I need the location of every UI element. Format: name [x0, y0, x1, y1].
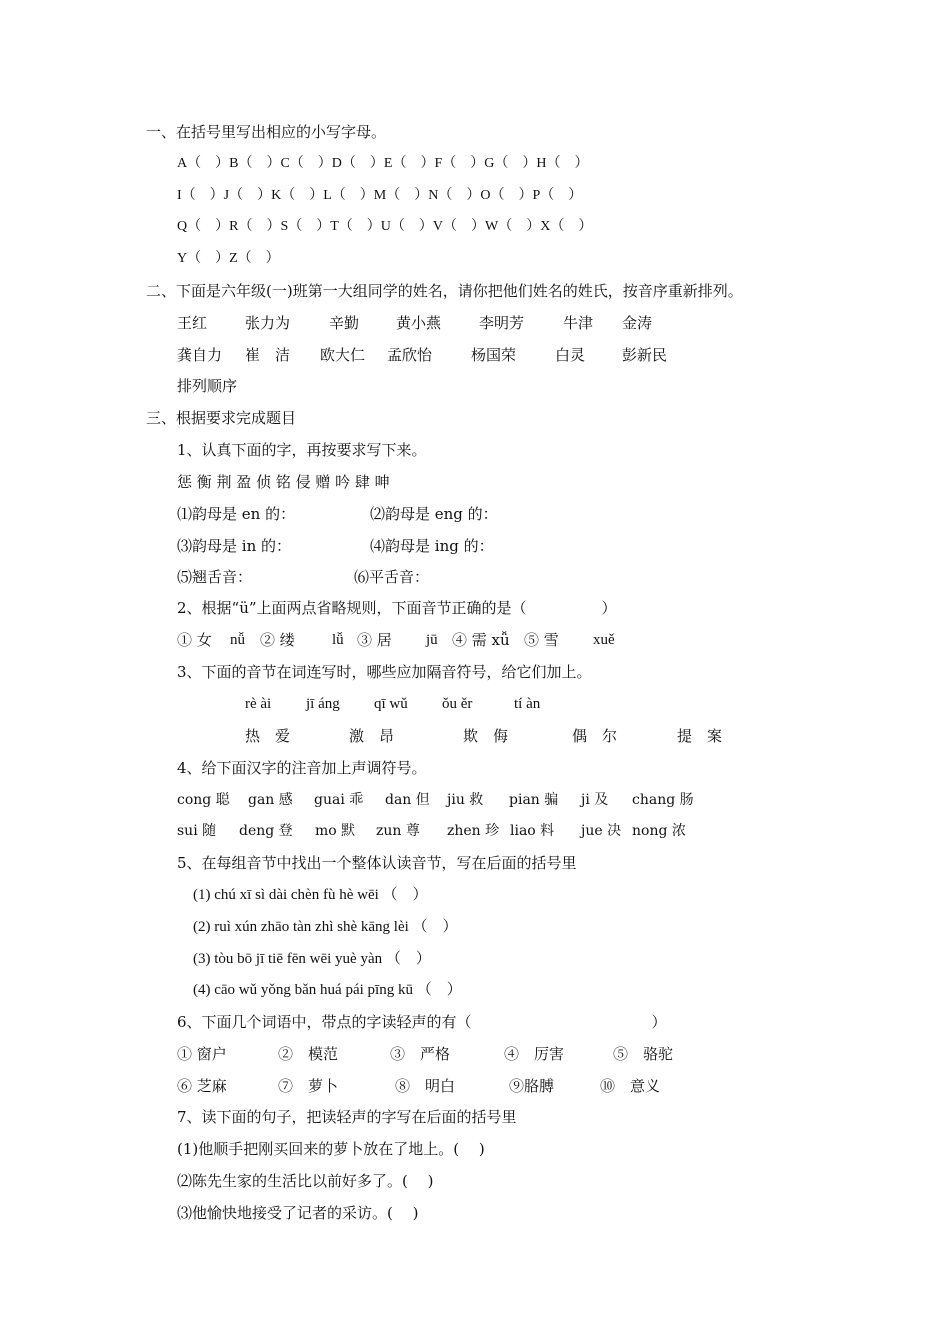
- q2-title: 2、根据“ü”上面两点省略规则，下面音节正确的是（ ）: [177, 599, 617, 617]
- q1-item: ⑶韵母是 in 的：: [177, 537, 291, 555]
- name-item: 彭新民: [622, 346, 668, 364]
- q4-item: deng 登: [239, 823, 293, 839]
- q4-item: dan 但: [385, 792, 430, 808]
- section3-heading: 三、根据要求完成题目: [146, 409, 297, 427]
- name-item: 王红: [177, 314, 208, 332]
- name-item: 张力为: [245, 314, 291, 332]
- q6-option: ④ 厉害: [504, 1045, 565, 1063]
- q4-item: chang 肠: [632, 792, 694, 808]
- q2-option: nǚ: [230, 632, 245, 648]
- q2-option: jū: [426, 632, 438, 648]
- q1-item: ⑴韵母是 en 的：: [177, 505, 296, 523]
- name-item: 崔 洁: [245, 346, 291, 364]
- q2-option: ③ 居: [357, 631, 392, 649]
- q6-option: ③ 严格: [390, 1045, 451, 1063]
- q3-word: 偶 尔: [572, 727, 618, 745]
- q4-title: 4、给下面汉字的注音加上声调符号。: [177, 759, 427, 777]
- q4-item: nong 浓: [632, 823, 686, 839]
- q5-item: (2) ruì xún zhāo tàn zhì shè kāng lèi （ ）: [193, 919, 458, 935]
- q3-word: 热 爱: [245, 727, 291, 745]
- q1-title: 1、认真下面的字，再按要求写下来。: [177, 441, 427, 459]
- q6-option: ⑩ 意义: [600, 1077, 661, 1095]
- q5-item: (4) cāo wǔ yǒng bǎn huá pái pīng kū （ ）: [193, 982, 462, 998]
- q3-word: 欺 侮: [463, 727, 509, 745]
- q4-item: jue 决: [581, 823, 622, 839]
- q5-title: 5、在每组音节中找出一个整体认读音节，写在后面的括号里: [177, 854, 577, 872]
- q1-item: ⑵韵母是 eng 的：: [370, 505, 498, 523]
- name-item: 辛勤: [329, 314, 360, 332]
- q4-item: zun 尊: [376, 823, 420, 839]
- order-label: 排列顺序: [177, 377, 238, 395]
- q2-option: xuě: [593, 632, 615, 648]
- q3-word: 提 案: [677, 727, 723, 745]
- letter-row-3: Q（ ）R（ ）S（ ）T（ ）U（ ）V（ ）W（ ）X（ ）: [177, 219, 593, 234]
- letter-row-4: Y（ ）Z（ ）: [177, 251, 280, 266]
- q6-option: ⑨胳膊: [509, 1077, 555, 1095]
- q1-item: ⑷韵母是 ing 的：: [370, 537, 494, 555]
- q4-item: gan 感: [248, 792, 293, 808]
- q4-item: guai 乖: [314, 792, 364, 808]
- letter-row-1: A（ ）B（ ）C（ ）D（ ）E（ ）F（ ）G（ ）H（ ）: [177, 156, 589, 171]
- q4-item: sui 随: [177, 823, 217, 839]
- name-item: 龚自力: [177, 346, 223, 364]
- q1-characters: 惩 衡 荆 盈 侦 铭 侵 赠 吟 肆 呻: [177, 473, 390, 491]
- q3-pinyin: ǒu ěr: [442, 696, 473, 712]
- q4-item: ji 及: [581, 792, 609, 808]
- q6-option: ⑧ 明白: [395, 1077, 456, 1095]
- q4-item: mo 默: [315, 823, 356, 839]
- q7-item: ⑵陈先生家的生活比以前好多了。( ): [177, 1172, 434, 1190]
- section1-heading: 一、在括号里写出相应的小写字母。: [146, 123, 387, 141]
- q7-title: 7、读下面的句子，把读轻声的字写在后面的括号里: [177, 1108, 517, 1126]
- q2-option: ① 女: [177, 631, 212, 649]
- name-item: 白灵: [555, 346, 586, 364]
- q7-item: ⑶他愉快地接受了记者的采访。( ): [177, 1204, 419, 1222]
- q3-pinyin: qī wǔ: [374, 696, 408, 712]
- q4-item: jiu 救: [447, 792, 484, 808]
- q6-option: ② 模范: [278, 1045, 339, 1063]
- q6-option: ⑦ 萝卜: [278, 1077, 339, 1095]
- q3-title: 3、下面的音节在词连写时，哪些应加隔音符号，给它们加上。: [177, 663, 592, 681]
- name-item: 牛津: [563, 314, 594, 332]
- q2-option: ④ 需 xǚ: [452, 631, 510, 649]
- q4-item: liao 料: [510, 823, 555, 839]
- q2-option: ② 缕: [260, 631, 295, 649]
- q3-word: 激 昂: [349, 727, 395, 745]
- q3-pinyin: tí àn: [514, 696, 541, 712]
- q3-pinyin: jī áng: [306, 696, 340, 712]
- q4-item: pian 骗: [509, 792, 559, 808]
- q4-item: zhen 珍: [447, 823, 500, 839]
- q3-pinyin: rè ài: [245, 696, 272, 712]
- q2-option: lǚ: [332, 632, 344, 648]
- q6-option: ⑤ 骆驼: [613, 1045, 674, 1063]
- section2-heading: 二、下面是六年级(一)班第一大组同学的姓名，请你把他们姓名的姓氏，按音序重新排列。: [146, 282, 743, 300]
- name-item: 黄小燕: [396, 314, 442, 332]
- q5-item: (3) tòu bō jī tiē fēn wēi yuè yàn （ ）: [193, 951, 431, 967]
- name-item: 金涛: [622, 314, 653, 332]
- q6-option: ⑥ 芝麻: [177, 1077, 227, 1095]
- q5-item: (1) chú xī sì dài chèn fù hè wēi （ ）: [193, 887, 428, 903]
- name-item: 杨国荣: [471, 346, 517, 364]
- name-item: 欧大仁: [320, 346, 366, 364]
- q1-item: ⑹平舌音：: [354, 568, 430, 586]
- q7-item: (1)他顺手把刚买回来的萝卜放在了地上。( ): [177, 1140, 485, 1158]
- name-item: 李明芳: [479, 314, 525, 332]
- q6-title: 6、下面几个词语中，带点的字读轻声的有（ ）: [177, 1013, 667, 1031]
- q2-option: ⑤ 雪: [524, 631, 559, 649]
- q1-item: ⑸翘舌音：: [177, 568, 253, 586]
- name-item: 孟欣怡: [387, 346, 433, 364]
- letter-row-2: I（ ）J（ ）K（ ）L（ ）M（ ）N（ ）O（ ）P（ ）: [177, 188, 583, 203]
- q6-option: ① 窗户: [177, 1045, 227, 1063]
- q4-item: cong 聪: [177, 792, 230, 808]
